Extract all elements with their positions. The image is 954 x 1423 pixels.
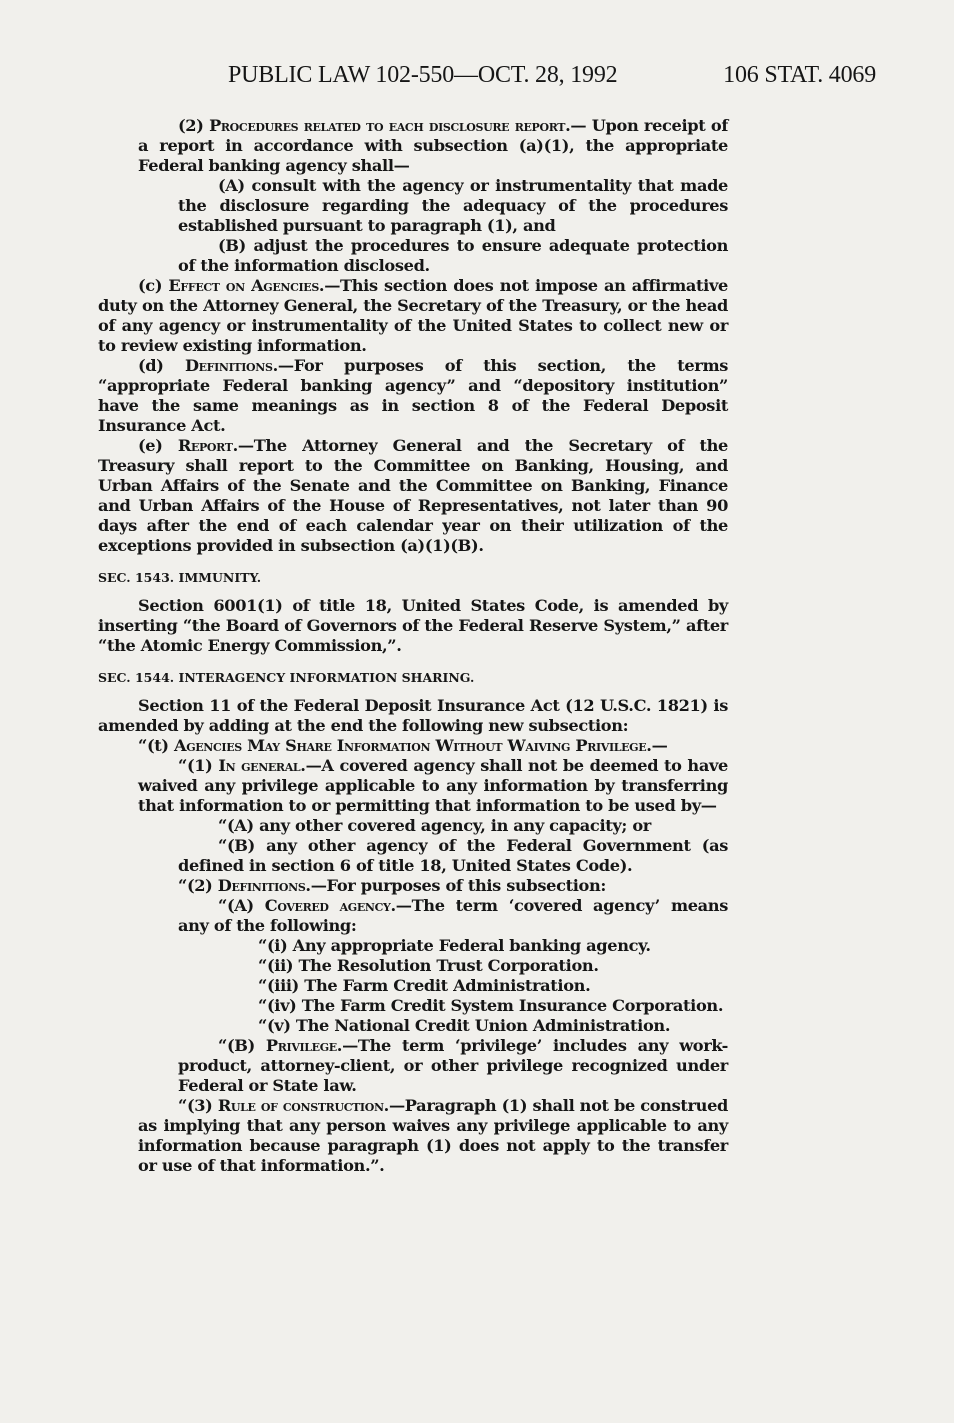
text-d: —For purposes of this section, the terms “appropriate Federal banking agency” and “depository institution” have the same meanings as in section 8 of the Federal Deposit Insurance Act.	[98, 356, 728, 435]
clause-iii: “(iii) The Farm Credit Administration.	[258, 976, 591, 995]
paragraph-t3	[98, 1096, 728, 1176]
section-1543-title: SEC. 1543. IMMUNITY.	[98, 570, 262, 585]
subsection-t	[98, 736, 728, 756]
header-citation: PUBLIC LAW 102-550—OCT. 28, 1992	[228, 62, 618, 88]
heading-t2B: Privilege.	[265, 1036, 343, 1055]
paragraph-t2B	[98, 1036, 728, 1096]
label-d: (d)	[138, 356, 185, 375]
running-header	[228, 62, 876, 89]
text-procedures: — Upon receipt of a report in accordance with subsection (a)(1), the appropriate Federal banking agency shall—	[138, 116, 728, 175]
text-t1: —A covered agency shall not be deemed to have waived any privilege applicable to any information by transferring that information to or permitting that information to be used by—	[138, 756, 728, 815]
heading-t: Agencies May Share Information Without Waiving Privilege.	[174, 736, 652, 755]
label-t2: “(2)	[178, 876, 218, 895]
heading-d: Definitions.	[184, 356, 278, 375]
heading-procedures: (2) Procedures related to each disclosure report.	[178, 116, 571, 135]
header-page-number: 106 STAT. 4069	[723, 62, 876, 88]
label-t3: “(3)	[178, 1096, 218, 1115]
paragraph-t1	[98, 756, 728, 816]
label-t2A: “(A)	[218, 896, 265, 915]
label-t2B: “(B)	[218, 1036, 266, 1055]
heading-t1: In general.	[218, 756, 306, 775]
dash-t: —	[651, 736, 668, 755]
paragraph-t2A	[98, 896, 728, 936]
label-c: (c)	[138, 276, 169, 295]
paragraph-t1B: “(B) any other agency of the Federal Government (as defined in section 6 of title 18, United States Code).	[178, 836, 728, 875]
heading-t2: Definitions.	[217, 876, 311, 895]
section-1544-title: SEC. 1544. INTERAGENCY INFORMATION SHARING.	[98, 670, 475, 685]
text-t2B: —The term ‘privilege’ includes any work-product, attorney-client, or other privilege recognized under Federal or State law.	[178, 1036, 728, 1095]
heading-t2A: Covered agency.	[264, 896, 396, 915]
paragraph-2-procedures	[98, 116, 728, 176]
paragraph-t2	[98, 876, 728, 896]
paragraph-2A: (A) consult with the agency or instrumentality that made the disclosure regarding the adequacy of the procedures established pursuant to paragraph (1), and	[178, 176, 728, 235]
paragraph-2B: (B) adjust the procedures to ensure adequate protection of the information disclosed.	[178, 236, 728, 275]
heading-e: Report.	[177, 436, 238, 455]
heading-t3: Rule of construction.	[217, 1096, 389, 1115]
text-e: —The Attorney General and the Secretary of the Treasury shall report to the Committee on Banking, Housing, and Urban Affairs of the Senate and the Committee on Banking, Finance and Urban Affairs of the House of Representatives, not later than 90 days after the end of each calendar year on their utilization of the exceptions provided in subsection (a)(1)(B).	[98, 436, 728, 555]
document-body	[98, 116, 728, 1176]
label-e: (e)	[138, 436, 178, 455]
clause-v: “(v) The National Credit Union Administration.	[258, 1016, 671, 1035]
label-t1: “(1)	[178, 756, 219, 775]
subsection-c	[98, 276, 728, 356]
clause-iv: “(iv) The Farm Credit System Insurance Corporation.	[258, 996, 724, 1015]
section-1544-text: Section 11 of the Federal Deposit Insurance Act (12 U.S.C. 1821) is amended by adding at the end the following new subsection:	[98, 696, 728, 735]
clause-ii: “(ii) The Resolution Trust Corporation.	[258, 956, 599, 975]
paragraph-t1A: “(A) any other covered agency, in any capacity; or	[218, 816, 651, 835]
label-t: “(t)	[138, 736, 174, 755]
section-1543-text: Section 6001(1) of title 18, United States Code, is amended by inserting “the Board of Governors of the Federal Reserve System,” after “the Atomic Energy Commission,”.	[98, 596, 728, 655]
subsection-e	[98, 436, 728, 556]
text-t2: —For purposes of this subsection:	[310, 876, 606, 895]
clause-i: “(i) Any appropriate Federal banking agency.	[258, 936, 651, 955]
text-c: —This section does not impose an affirmative duty on the Attorney General, the Secretary of the Treasury, or the head of any agency or instrumentality of the United States to collect new or to review existing information.	[98, 276, 728, 355]
subsection-d	[98, 356, 728, 436]
text-t3: —Paragraph (1) shall not be construed as implying that any person waives any privilege applicable to any information because paragraph (1) does not apply to the transfer or use of that information.”.	[138, 1096, 728, 1175]
heading-c: Effect on Agencies.	[168, 276, 325, 295]
text-t2A: —The term ‘covered agency’ means any of the following:	[178, 896, 728, 935]
